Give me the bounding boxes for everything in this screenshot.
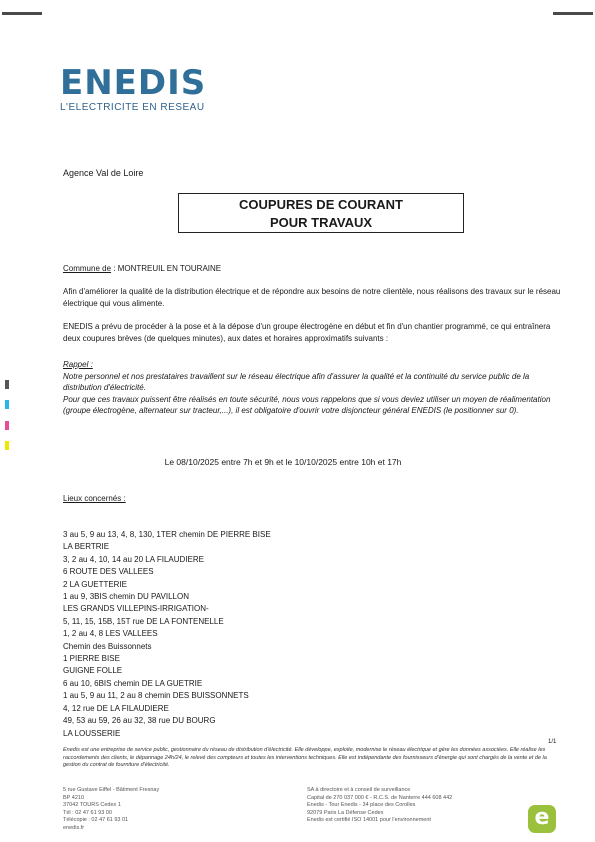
footer-left-line: BP 4210 (63, 794, 85, 801)
footer-mid-line: Enedis est certifié ISO 14001 pour l'environnement (307, 817, 431, 823)
reminder-block (63, 359, 563, 417)
list-item: Chemin des Buissonnets (63, 641, 152, 651)
list-item: LA BERTRIE (63, 542, 110, 552)
list-item: GUIGNE FOLLE (63, 666, 123, 676)
logo-word-b: DIS (137, 63, 207, 103)
list-item: 6 ROUTE DES VALLEES (63, 567, 154, 577)
reminder-label: Rappel : (63, 360, 93, 369)
footer-left-line: Tél : 02 47 61 93 00 (63, 809, 112, 816)
list-item: 2 LA GUETTERIE (63, 579, 128, 589)
list-item: 49, 53 au 59, 26 au 32, 38 rue DU BOURG (63, 716, 216, 726)
list-item: 1 au 9, 3BIS chemin DU PAVILLON (63, 592, 189, 602)
list-item: 1 PIERRE BISE (63, 654, 120, 664)
list-item: LES GRANDS VILLEPINS-IRRIGATION- (63, 604, 209, 614)
scan-mark-left (2, 12, 42, 15)
places-label (63, 493, 563, 505)
commune-label: Commune de (63, 264, 112, 273)
footer-left-line: Télécopie : 02 47 61 93 01 (63, 817, 129, 823)
enedis-badge-icon: e (528, 805, 556, 833)
footer-left-line: 37042 TOURS Cedex 1 (63, 802, 121, 808)
list-item: 3 au 5, 9 au 13, 4, 8, 130, 1TER chemin DE PIERRE BISE (63, 530, 271, 539)
scan-mark-right (553, 12, 593, 15)
footnote: Enedis est une entreprise de service public, gestionnaire du réseau de distribution d'électricité. Elle développe, exploite, modernise le réseau électrique et gère les données associées. Elle réalise les raccordements des clients, le dépannage 24h/24, le relevé des compteurs et toutes les interventions techniques. Elle est indépendante des fournisseurs d'énergie qui sont chargés de la vente et de la gestion du contrat de fourniture d'électricité. (63, 747, 547, 768)
title-box (178, 193, 464, 233)
page-number: 1/1 (548, 739, 557, 745)
title-line-1: COUPURES DE COURANT (239, 197, 403, 212)
color-mark-magenta (5, 421, 9, 430)
footer-left-line: enedis.fr (63, 824, 85, 831)
footer-mid-line: Enedis - Tour Enedis - 34 place des Corolles (307, 802, 416, 808)
commune-line (63, 263, 563, 275)
agency-name: Agence Val de Loire (63, 168, 144, 178)
list-item: 5, 11, 15, 15B, 15T rue DE LA FONTENELLE (63, 616, 224, 626)
footer-mid-line: Capital de 270 037 000 € - R.C.S. de Nanterre 444 608 442 (307, 794, 453, 801)
color-mark-yellow (5, 441, 9, 450)
procedure-paragraph: ENEDIS a prévu de procéder à la pose et à la dépose d'un groupe électrogène en début et fin d'un chantier programmé, ce qui entraînera deux coupures brèves (de quelques minutes), aux dates et horaires approximatifs suivants : (63, 322, 551, 343)
color-mark-cyan (5, 400, 9, 409)
logo-word-a: ENE (60, 63, 138, 103)
list-item: 1 au 5, 9 au 11, 2 au 8 chemin DES BUISSONNETS (63, 691, 249, 701)
footer-legal (307, 787, 452, 825)
list-item: 4, 12 rue DE LA FILAUDIERE (63, 703, 169, 713)
list-item: LA LOUSSERIE (63, 728, 121, 738)
title-line-2: POUR TRAVAUX (269, 215, 373, 230)
enedis-logo (60, 63, 207, 113)
reminder-line-1: Notre personnel et nos prestataires travaillent sur le réseau électrique afin d'assurer la qualité et la continuité du service public de la distribution d'électricité. (63, 371, 530, 392)
logo-tagline: L'ELECTRICITE EN RESEAU (60, 102, 205, 113)
list-item: 1, 2 au 4, 8 LES VALLEES (63, 629, 158, 639)
footer-mid-line: 92079 Paris La Défense Cedex (307, 809, 384, 816)
footer-mid-line: SA à directoire et à conseil de surveillance (307, 787, 411, 793)
reminder-line-2: Pour que ces travaux puissent être réalisés en toute sécurité, nous vous rappelons que si vous deviez utiliser un moyen de réalimentation (groupe électrogène, alternateur sur tracteur,...), il est obligatoire d'ouvrir votre disjoncteur général ENEDIS (le positionner sur 0). (63, 394, 551, 415)
footer-address (63, 787, 159, 832)
logo-wordmark (60, 63, 207, 103)
address-list (63, 529, 271, 740)
footer-left-line: 5 rue Gustave Eiffel - Bâtiment Fresnay (63, 787, 160, 793)
outage-dates: Le 08/10/2025 entre 7h et 9h et le 10/10/2025 entre 10h et 17h (164, 457, 402, 467)
list-item: 3, 2 au 4, 10, 14 au 20 LA FILAUDIERE (63, 554, 204, 564)
list-item: 6 au 10, 6BIS chemin DE LA GUETRIE (63, 678, 203, 688)
color-mark-black (5, 380, 9, 389)
intro-paragraph: Afin d'améliorer la qualité de la distribution électrique et de répondre aux besoins de notre clientèle, nous réalisons des travaux sur le réseau électrique qui vous alimente. (63, 287, 561, 308)
commune-value: : MONTREUIL EN TOURAINE (111, 264, 222, 273)
places-label-text: Lieux concernés : (63, 494, 126, 503)
